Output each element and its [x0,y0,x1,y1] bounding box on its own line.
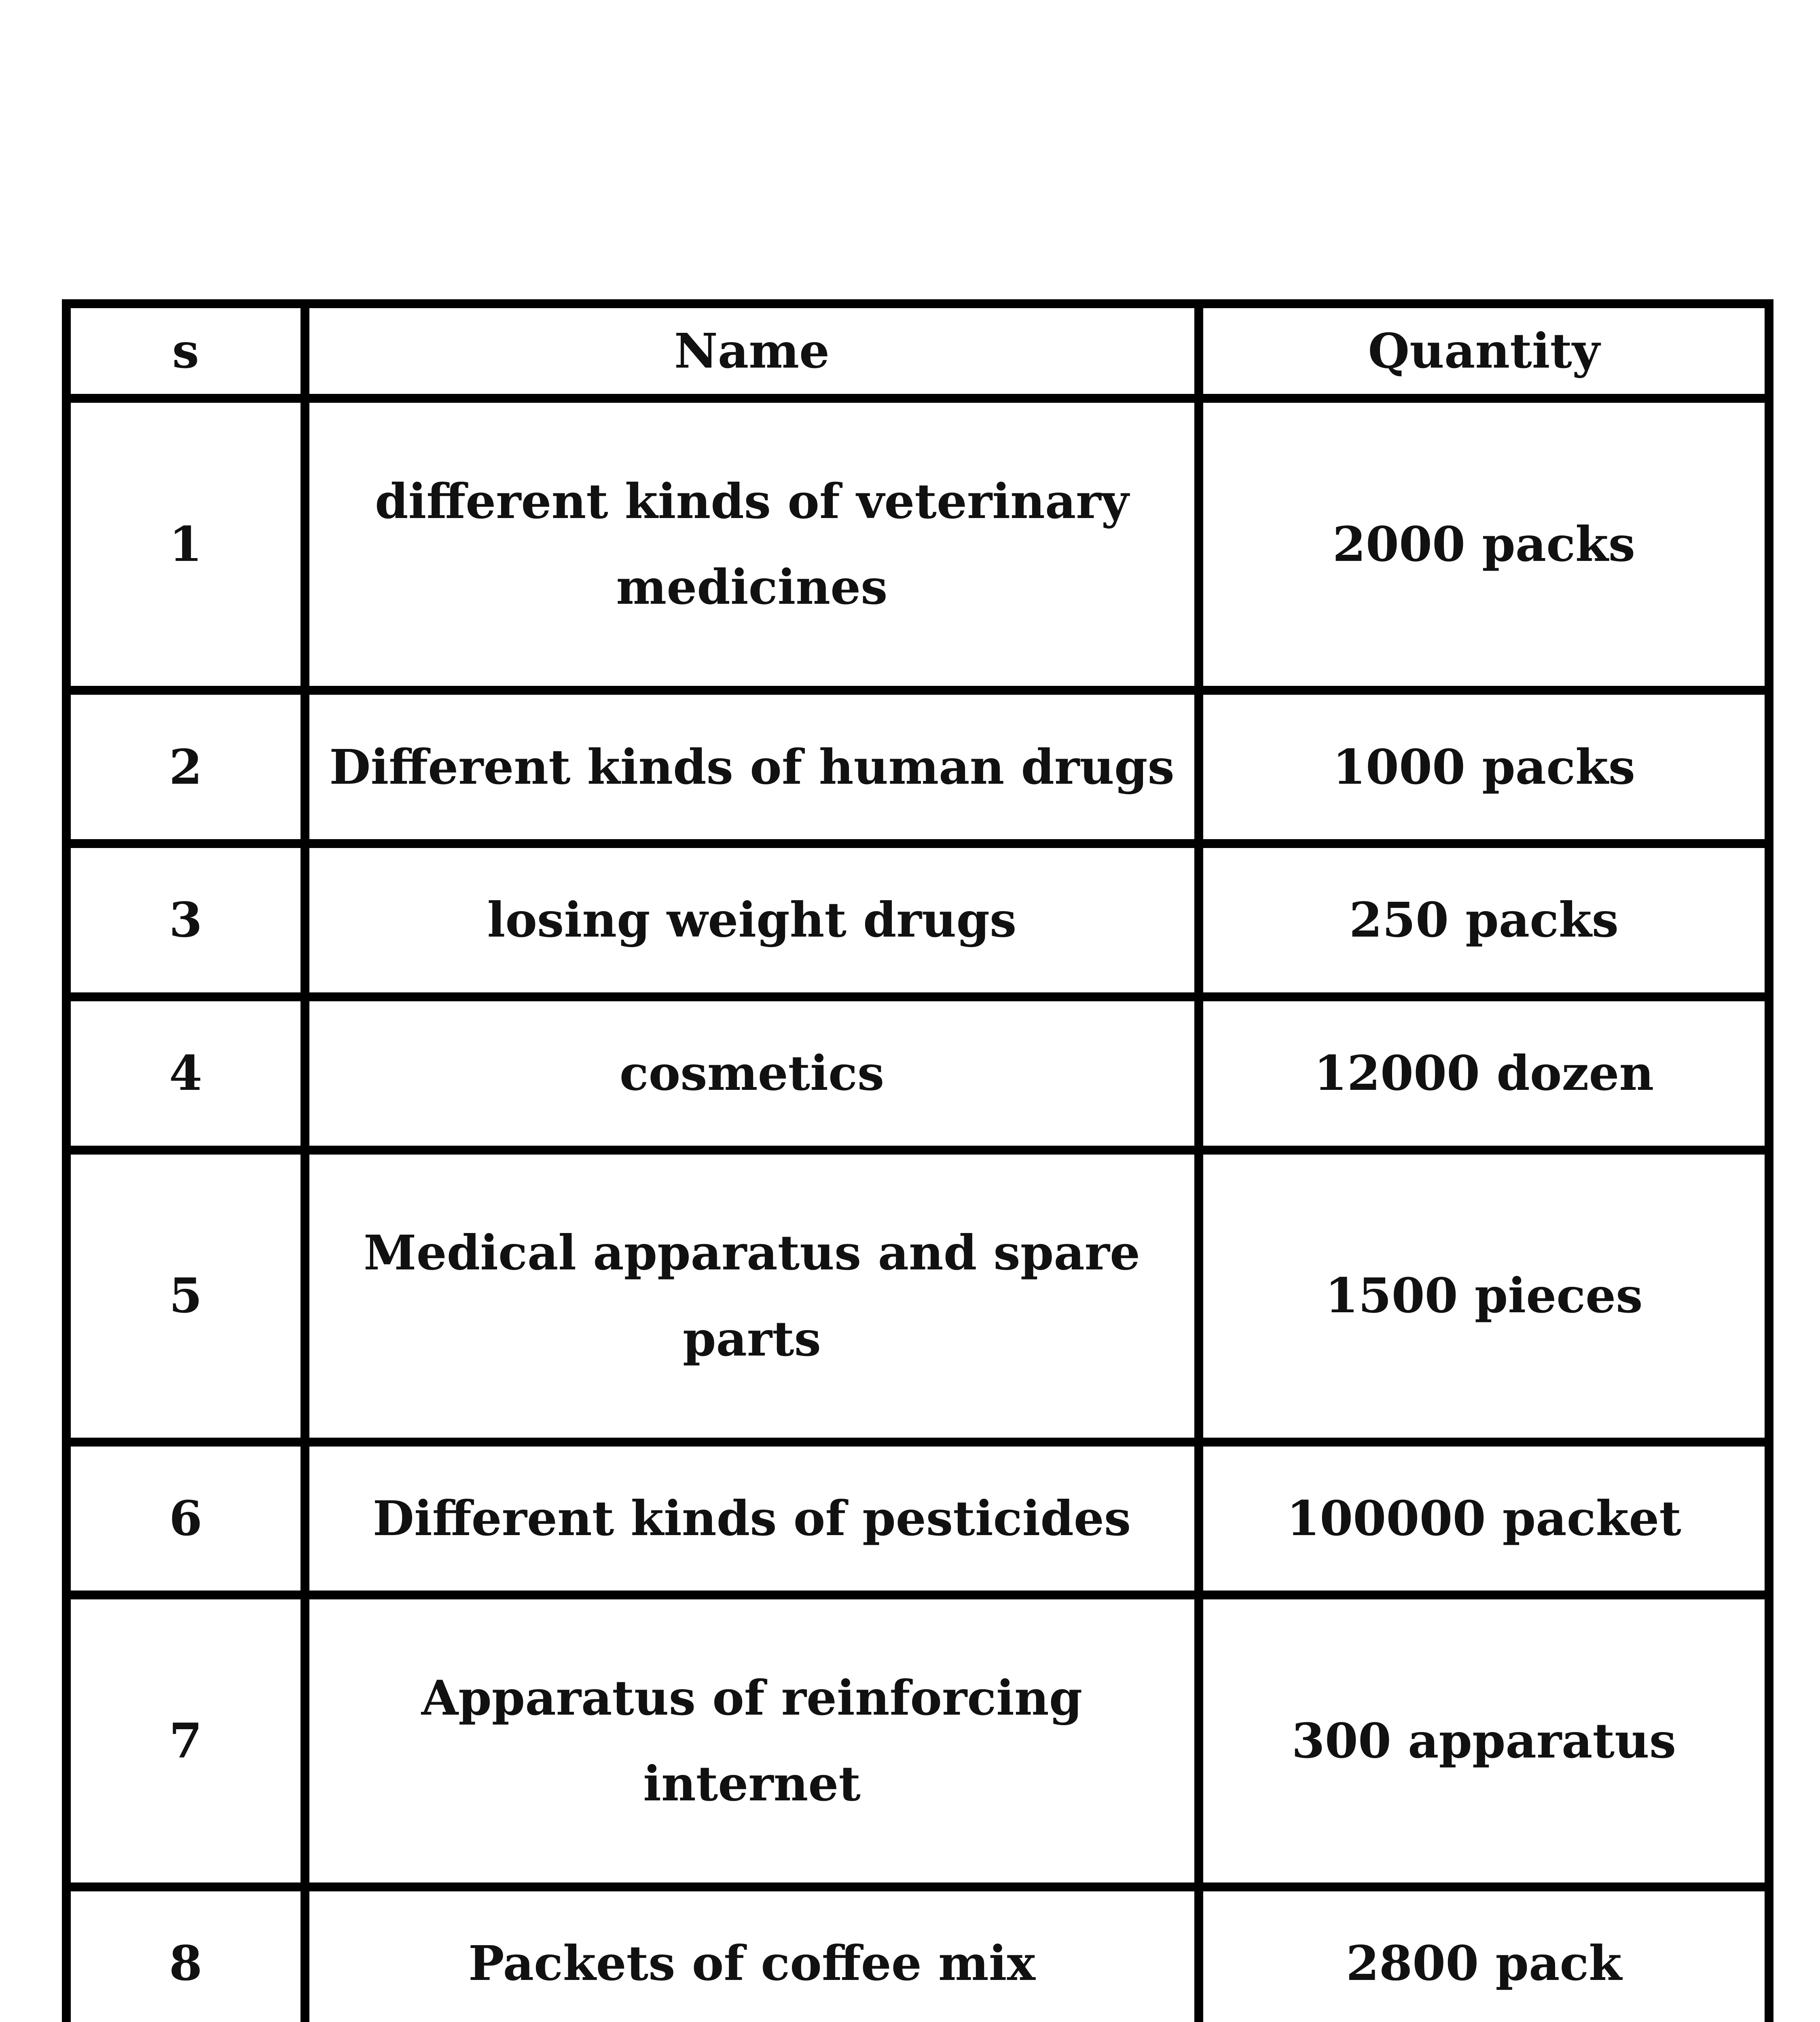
row-serial: 4 [66,997,305,1150]
row-serial: 8 [66,1887,305,2022]
row-serial: 6 [66,1442,305,1595]
row-serial: 5 [66,1150,305,1442]
row-quantity: 1000 packs [1199,690,1769,844]
row-name: different kinds of veterinary medicines [305,398,1199,690]
row-serial: 2 [66,690,305,844]
table-row [66,844,1769,997]
row-name: Different kinds of human drugs [305,690,1199,844]
header-name: Name [305,304,1199,398]
table-row [66,398,1769,690]
row-name: cosmetics [305,997,1199,1150]
table-row [66,1887,1769,2022]
row-quantity: 300 apparatus [1199,1595,1769,1887]
table-row [66,690,1769,844]
row-quantity: 12000 dozen [1199,997,1769,1150]
row-name: Packets of coffee mix [305,1887,1199,2022]
header-serial: s [66,304,305,398]
table-row [66,997,1769,1150]
row-quantity: 1500 pieces [1199,1150,1769,1442]
row-name: losing weight drugs [305,844,1199,997]
row-quantity: 100000 packet [1199,1442,1769,1595]
row-name: Apparatus of reinforcing internet [305,1595,1199,1887]
table-header-row [66,304,1769,398]
table-row [66,1595,1769,1887]
table-row [66,1150,1769,1442]
row-name: Different kinds of pesticides [305,1442,1199,1595]
table-row [66,1442,1769,1595]
row-serial: 3 [66,844,305,997]
row-quantity: 250 packs [1199,844,1769,997]
header-quantity: Quantity [1199,304,1769,398]
items-table [62,299,1773,2022]
items-table-container [62,299,1765,2022]
row-serial: 1 [66,398,305,690]
row-quantity: 2000 packs [1199,398,1769,690]
row-name: Medical apparatus and spare parts [305,1150,1199,1442]
row-quantity: 2800 pack [1199,1887,1769,2022]
row-serial: 7 [66,1595,305,1887]
